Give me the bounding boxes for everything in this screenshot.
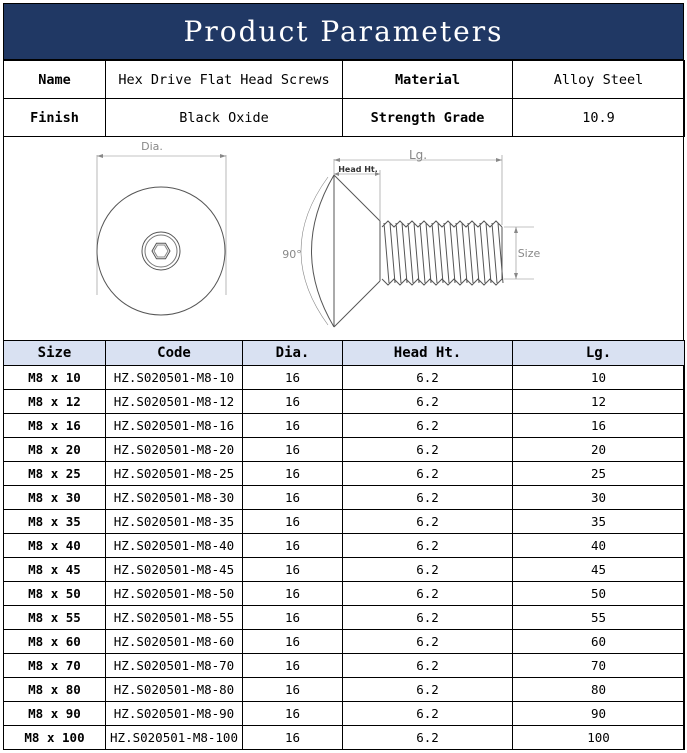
table-row: [4, 486, 685, 510]
spec-row-name: [4, 61, 685, 99]
cell-lg: 60: [513, 630, 685, 654]
cell-head-ht: 6.2: [343, 558, 513, 582]
cell-code: HZ.S020501-M8-50: [106, 582, 243, 606]
cell-dia: 16: [243, 390, 343, 414]
cell-head-ht: 6.2: [343, 582, 513, 606]
cell-code: HZ.S020501-M8-25: [106, 462, 243, 486]
cell-size: M8 x 70: [4, 654, 106, 678]
cell-size: M8 x 16: [4, 414, 106, 438]
cell-lg: 20: [513, 438, 685, 462]
strength-grade-label: Strength Grade: [343, 99, 513, 137]
cell-lg: 12: [513, 390, 685, 414]
cell-code: HZ.S020501-M8-40: [106, 534, 243, 558]
spec-row-finish: [4, 99, 685, 137]
cell-lg: 80: [513, 678, 685, 702]
cell-dia: 16: [243, 414, 343, 438]
cell-lg: 90: [513, 702, 685, 726]
cell-dia: 16: [243, 486, 343, 510]
table-row: [4, 366, 685, 390]
cell-dia: 16: [243, 462, 343, 486]
table-row: [4, 630, 685, 654]
table-row: [4, 510, 685, 534]
size-label: Size: [517, 247, 541, 260]
socket-ring: [142, 232, 180, 270]
cell-head-ht: 6.2: [343, 414, 513, 438]
cell-size: M8 x 60: [4, 630, 106, 654]
hex-socket-icon: [152, 243, 170, 259]
cell-size: M8 x 35: [4, 510, 106, 534]
dia-label: Dia.: [141, 140, 163, 153]
cell-head-ht: 6.2: [343, 702, 513, 726]
cell-head-ht: 6.2: [343, 630, 513, 654]
cell-dia: 16: [243, 654, 343, 678]
cell-code: HZ.S020501-M8-12: [106, 390, 243, 414]
header-size: Size: [4, 341, 106, 366]
header-code: Code: [106, 341, 243, 366]
cell-lg: 100: [513, 726, 685, 750]
cell-size: M8 x 100: [4, 726, 106, 750]
cell-head-ht: 6.2: [343, 486, 513, 510]
table-row: [4, 678, 685, 702]
table-row: [4, 702, 685, 726]
cell-size: M8 x 40: [4, 534, 106, 558]
cell-lg: 35: [513, 510, 685, 534]
cell-size: M8 x 50: [4, 582, 106, 606]
cell-size: M8 x 55: [4, 606, 106, 630]
table-row: [4, 606, 685, 630]
cell-head-ht: 6.2: [343, 366, 513, 390]
cell-dia: 16: [243, 702, 343, 726]
cell-code: HZ.S020501-M8-70: [106, 654, 243, 678]
cell-head-ht: 6.2: [343, 534, 513, 558]
angle-label: 90°: [282, 248, 302, 261]
cell-head-ht: 6.2: [343, 510, 513, 534]
name-label: Name: [4, 61, 106, 99]
table-row: [4, 582, 685, 606]
cell-code: HZ.S020501-M8-80: [106, 678, 243, 702]
cell-code: HZ.S020501-M8-100: [106, 726, 243, 750]
cell-size: M8 x 45: [4, 558, 106, 582]
cell-dia: 16: [243, 510, 343, 534]
header-head-ht: Head Ht.: [343, 341, 513, 366]
cell-dia: 16: [243, 582, 343, 606]
cell-lg: 50: [513, 582, 685, 606]
size-table: [3, 340, 685, 750]
cell-lg: 25: [513, 462, 685, 486]
screw-drawing-svg: [4, 135, 683, 340]
thread-body: [382, 221, 503, 285]
cell-dia: 16: [243, 678, 343, 702]
top-view: [97, 154, 226, 315]
cell-head-ht: 6.2: [343, 606, 513, 630]
table-row: [4, 534, 685, 558]
cell-head-ht: 6.2: [343, 462, 513, 486]
cell-lg: 40: [513, 534, 685, 558]
cell-code: HZ.S020501-M8-60: [106, 630, 243, 654]
cell-size: M8 x 80: [4, 678, 106, 702]
screw-drawing: [3, 135, 684, 340]
cell-head-ht: 6.2: [343, 654, 513, 678]
cell-size: M8 x 25: [4, 462, 106, 486]
cell-size: M8 x 10: [4, 366, 106, 390]
material-value: Alloy Steel: [513, 61, 685, 99]
cell-lg: 70: [513, 654, 685, 678]
cell-dia: 16: [243, 438, 343, 462]
page-title: Product Parameters: [3, 3, 684, 60]
cell-head-ht: 6.2: [343, 726, 513, 750]
cell-head-ht: 6.2: [343, 390, 513, 414]
cell-dia: 16: [243, 558, 343, 582]
cell-size: M8 x 30: [4, 486, 106, 510]
cell-head-ht: 6.2: [343, 438, 513, 462]
cell-lg: 45: [513, 558, 685, 582]
strength-grade-value: 10.9: [513, 99, 685, 137]
cell-code: HZ.S020501-M8-90: [106, 702, 243, 726]
table-row: [4, 726, 685, 750]
cell-dia: 16: [243, 630, 343, 654]
cell-lg: 16: [513, 414, 685, 438]
cell-size: M8 x 20: [4, 438, 106, 462]
spec-table: [3, 60, 685, 137]
cell-code: HZ.S020501-M8-20: [106, 438, 243, 462]
size-table-header: [4, 341, 685, 366]
cell-code: HZ.S020501-M8-10: [106, 366, 243, 390]
table-row: [4, 390, 685, 414]
table-row: [4, 654, 685, 678]
cell-dia: 16: [243, 606, 343, 630]
cell-dia: 16: [243, 726, 343, 750]
cell-code: HZ.S020501-M8-30: [106, 486, 243, 510]
cell-lg: 30: [513, 486, 685, 510]
head-height-label: Head Ht.: [338, 165, 378, 174]
name-value: Hex Drive Flat Head Screws: [106, 61, 343, 99]
cell-size: M8 x 12: [4, 390, 106, 414]
table-row: [4, 438, 685, 462]
cell-dia: 16: [243, 366, 343, 390]
cell-size: M8 x 90: [4, 702, 106, 726]
cell-code: HZ.S020501-M8-55: [106, 606, 243, 630]
cell-code: HZ.S020501-M8-35: [106, 510, 243, 534]
header-lg: Lg.: [513, 341, 685, 366]
finish-label: Finish: [4, 99, 106, 137]
cell-code: HZ.S020501-M8-16: [106, 414, 243, 438]
cell-lg: 55: [513, 606, 685, 630]
header-dia: Dia.: [243, 341, 343, 366]
material-label: Material: [343, 61, 513, 99]
finish-value: Black Oxide: [106, 99, 343, 137]
cell-lg: 10: [513, 366, 685, 390]
table-row: [4, 558, 685, 582]
table-row: [4, 414, 685, 438]
cell-dia: 16: [243, 534, 343, 558]
cell-head-ht: 6.2: [343, 678, 513, 702]
table-row: [4, 462, 685, 486]
side-view: [301, 155, 534, 327]
head-outline: [97, 187, 225, 315]
lg-label: Lg.: [408, 148, 428, 162]
cell-code: HZ.S020501-M8-45: [106, 558, 243, 582]
